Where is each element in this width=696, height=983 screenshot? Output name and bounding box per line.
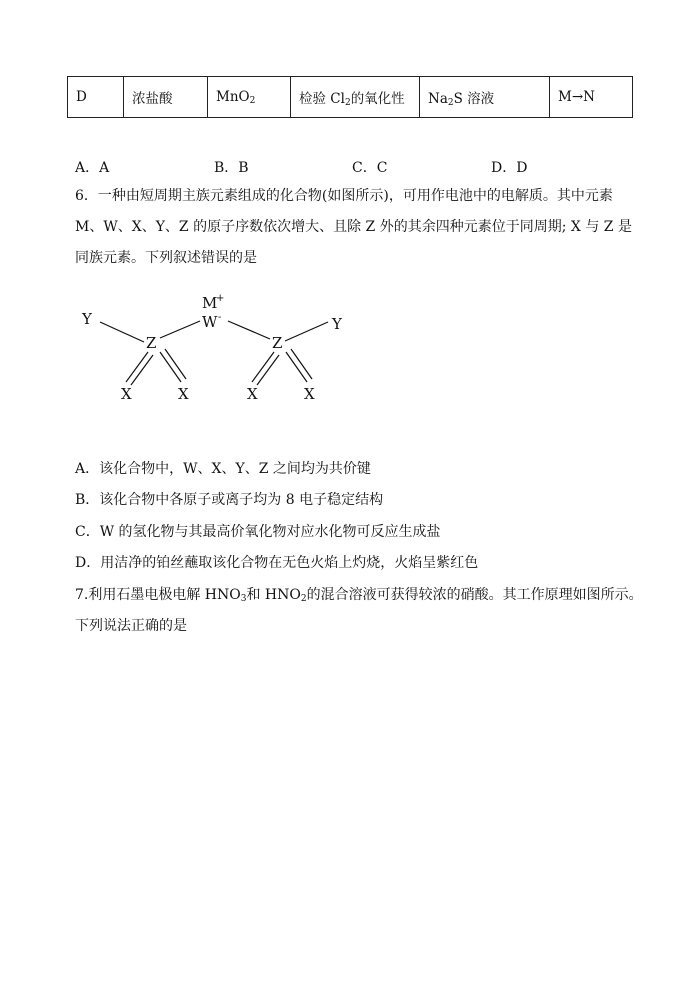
mno2-subscript: 2 — [249, 95, 256, 106]
table-cell-option: D — [68, 77, 124, 118]
purpose-prefix: 检验 Cl — [299, 90, 345, 107]
q7-part-3: 的混合溶液可获得较浓的硝酸。其工作原理如图所示。 — [306, 587, 643, 603]
q6-stem-line-2: M、W、X、Y、Z 的原子序数依次增大、且除 Z 外的其余四种元素位于同周期; X 与 Z 是 — [75, 219, 632, 235]
table-cell-solid — [208, 77, 291, 118]
q5-options — [0, 157, 696, 177]
q7-stem-line-2: 下列说法正确的是 — [75, 618, 187, 634]
q7-part-2: 和 HNO — [246, 587, 301, 603]
purpose-suffix: 的氧化性 — [350, 90, 405, 107]
q6-option-b[interactable]: B．该化合物中各原子或离子均为 8 电子稳定结构 — [75, 492, 384, 508]
table-row — [68, 77, 633, 118]
na-subscript: 2 — [447, 97, 454, 108]
q7-stem-line-1 — [75, 584, 643, 604]
option-b[interactable]: B．B — [214, 160, 249, 176]
option-a[interactable]: A．A — [75, 160, 110, 176]
cl-subscript: 2 — [344, 97, 351, 108]
atom-x-3: X — [247, 385, 258, 403]
mno2-text: MnO — [216, 88, 250, 105]
option-d[interactable]: D．D — [491, 160, 528, 176]
table-cell-reagent: 浓盐酸 — [124, 77, 208, 118]
table-cell-purpose — [291, 77, 420, 118]
q6-option-c[interactable]: C．W 的氢化物与其最高价氧化物对应水化物可反应生成盐 — [75, 524, 441, 540]
atom-z-left: Z — [146, 334, 157, 352]
q6-stem-line-3: 同族元素。下列叙述错误的是 — [75, 250, 257, 266]
compound-structure-diagram — [70, 292, 370, 412]
option-c[interactable]: C．C — [352, 160, 388, 176]
q7-sub-2: 2 — [300, 594, 307, 604]
q6-option-a[interactable]: A．该化合物中，W、X、Y、Z 之间均为共价键 — [75, 461, 371, 477]
table-cell-direction: M→N — [550, 77, 633, 118]
atom-m: M — [202, 294, 218, 312]
q7-sub-1: 3 — [240, 594, 247, 604]
q6-stem-line-1: 6．一种由短周期主族元素组成的化合物(如图所示)，可用作电池中的电解质。其中元素 — [75, 188, 613, 204]
charge-w: - — [218, 312, 222, 323]
answer-table — [67, 76, 633, 118]
atom-w: W — [202, 313, 218, 331]
atom-y-left: Y — [82, 310, 92, 328]
atom-x-2: X — [178, 385, 189, 403]
solution-suffix: S 溶液 — [453, 90, 495, 107]
atom-y-right: Y — [332, 315, 342, 333]
q6-option-d[interactable]: D．用洁净的铂丝蘸取该化合物在无色火焰上灼烧，火焰呈紫红色 — [75, 555, 479, 571]
na-text: Na — [428, 90, 448, 107]
q6-stem — [75, 181, 635, 274]
atom-x-4: X — [304, 385, 315, 403]
table-cell-solution — [420, 77, 550, 118]
atom-x-1: X — [121, 385, 132, 403]
atom-z-right: Z — [272, 334, 283, 352]
charge-m: + — [216, 293, 225, 304]
q7-part-1: 7.利用石墨电极电解 HNO — [75, 587, 241, 603]
